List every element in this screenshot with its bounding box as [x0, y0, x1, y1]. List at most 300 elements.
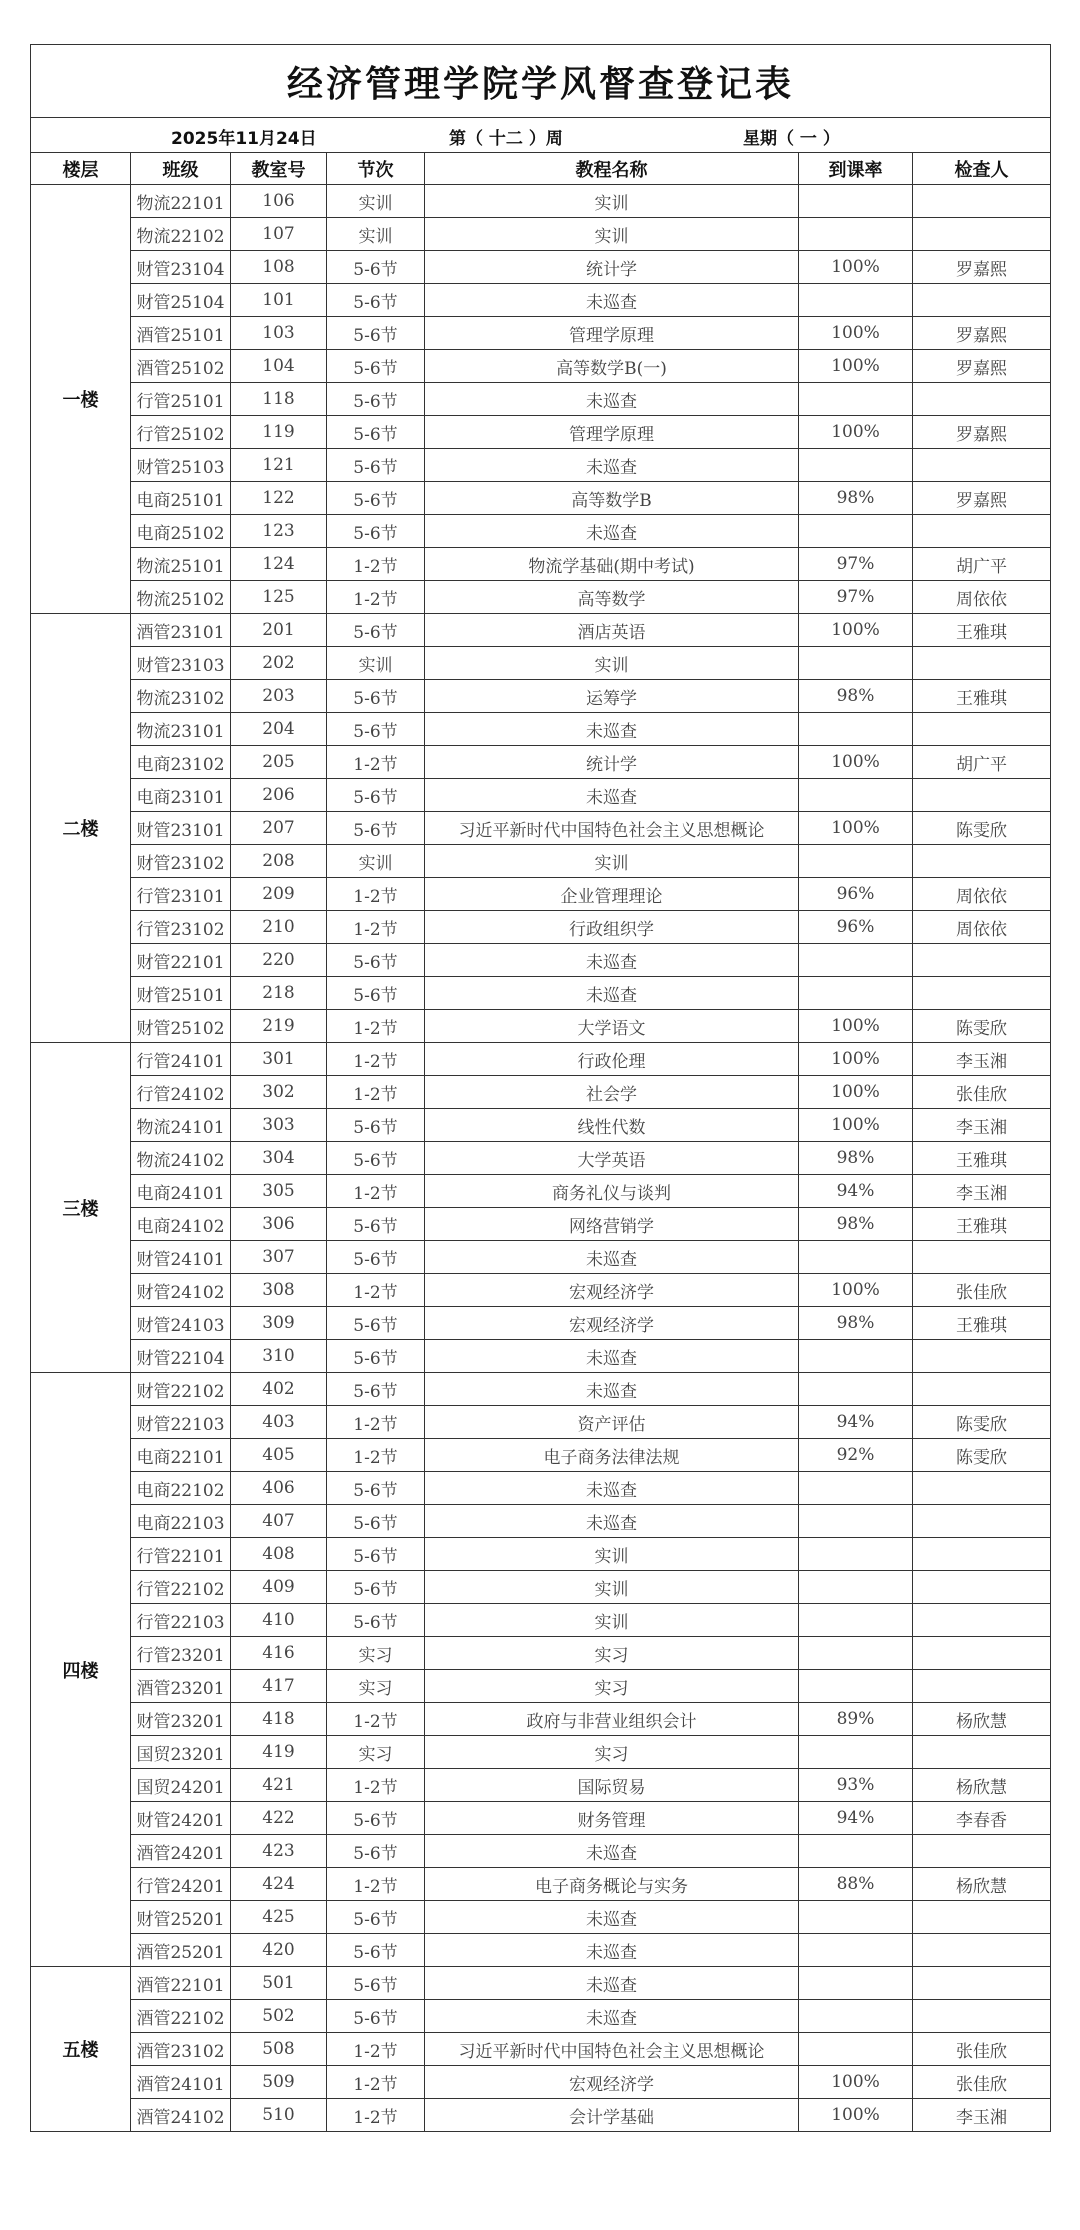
class-cell: 物流22102 — [131, 218, 231, 251]
period-cell: 5-6节 — [327, 1538, 425, 1571]
room-cell: 409 — [231, 1571, 327, 1604]
course-cell: 高等数学B(一) — [425, 350, 799, 383]
class-cell: 电商24102 — [131, 1208, 231, 1241]
course-cell: 未巡查 — [425, 1901, 799, 1934]
attendance-cell — [799, 845, 913, 878]
room-cell: 303 — [231, 1109, 327, 1142]
class-cell: 电商22102 — [131, 1472, 231, 1505]
period-cell: 1-2节 — [327, 878, 425, 911]
class-cell: 物流22101 — [131, 185, 231, 218]
room-cell: 106 — [231, 185, 327, 218]
class-cell: 酒管22102 — [131, 2000, 231, 2033]
class-cell: 国贸23201 — [131, 1736, 231, 1769]
room-cell: 309 — [231, 1307, 327, 1340]
course-cell: 高等数学 — [425, 581, 799, 614]
period-cell: 1-2节 — [327, 1010, 425, 1043]
inspector-cell — [913, 2000, 1051, 2033]
period-cell: 5-6节 — [327, 1472, 425, 1505]
period-cell: 5-6节 — [327, 1340, 425, 1373]
class-cell: 物流24101 — [131, 1109, 231, 1142]
attendance-cell — [799, 977, 913, 1010]
class-cell: 财管23201 — [131, 1703, 231, 1736]
period-cell: 实训 — [327, 845, 425, 878]
class-cell: 财管25102 — [131, 1010, 231, 1043]
course-cell: 高等数学B — [425, 482, 799, 515]
period-cell: 5-6节 — [327, 251, 425, 284]
inspector-cell: 周依依 — [913, 911, 1051, 944]
table-row — [31, 1472, 1051, 1505]
sheet-title: 经济管理学院学风督查登记表 — [31, 45, 1051, 118]
class-cell: 物流23101 — [131, 713, 231, 746]
inspector-cell — [913, 1835, 1051, 1868]
table-row — [31, 1802, 1051, 1835]
floor-label: 五楼 — [31, 1967, 131, 2132]
attendance-cell: 94% — [799, 1802, 913, 1835]
date-row — [31, 118, 1051, 153]
inspector-cell — [913, 1472, 1051, 1505]
attendance-cell: 100% — [799, 1109, 913, 1142]
table-row — [31, 515, 1051, 548]
table-row — [31, 1307, 1051, 1340]
table-row — [31, 1835, 1051, 1868]
inspector-cell: 王雅琪 — [913, 1142, 1051, 1175]
course-cell: 电子商务概论与实务 — [425, 1868, 799, 1901]
inspector-cell — [913, 1670, 1051, 1703]
table-row — [31, 944, 1051, 977]
period-cell: 5-6节 — [327, 1373, 425, 1406]
inspector-cell — [913, 779, 1051, 812]
course-cell: 未巡查 — [425, 944, 799, 977]
course-cell: 管理学原理 — [425, 416, 799, 449]
week-number: 第（ 十二 ）周 — [449, 129, 563, 149]
class-cell: 电商23102 — [131, 746, 231, 779]
header-room: 教室号 — [231, 153, 327, 185]
inspector-cell: 张佳欣 — [913, 2066, 1051, 2099]
course-cell: 线性代数 — [425, 1109, 799, 1142]
class-cell: 财管24103 — [131, 1307, 231, 1340]
attendance-cell: 98% — [799, 680, 913, 713]
course-cell: 未巡查 — [425, 515, 799, 548]
room-cell: 416 — [231, 1637, 327, 1670]
table-row — [31, 251, 1051, 284]
room-cell: 118 — [231, 383, 327, 416]
room-cell: 204 — [231, 713, 327, 746]
course-cell: 行政伦理 — [425, 1043, 799, 1076]
attendance-cell — [799, 779, 913, 812]
room-cell: 422 — [231, 1802, 327, 1835]
inspector-cell: 罗嘉熙 — [913, 251, 1051, 284]
inspector-cell: 张佳欣 — [913, 1076, 1051, 1109]
course-cell: 实训 — [425, 1604, 799, 1637]
inspector-cell: 王雅琪 — [913, 1208, 1051, 1241]
period-cell: 1-2节 — [327, 1175, 425, 1208]
course-cell: 电子商务法律法规 — [425, 1439, 799, 1472]
class-cell: 财管23104 — [131, 251, 231, 284]
room-cell: 509 — [231, 2066, 327, 2099]
table-row — [31, 1703, 1051, 1736]
table-row — [31, 284, 1051, 317]
course-cell: 政府与非营业组织会计 — [425, 1703, 799, 1736]
weekday: 星期（ 一 ） — [743, 129, 840, 149]
attendance-cell: 98% — [799, 1142, 913, 1175]
period-cell: 5-6节 — [327, 1967, 425, 2000]
table-row — [31, 1373, 1051, 1406]
table-row — [31, 1439, 1051, 1472]
course-cell: 网络营销学 — [425, 1208, 799, 1241]
room-cell: 424 — [231, 1868, 327, 1901]
attendance-cell — [799, 1637, 913, 1670]
period-cell: 5-6节 — [327, 713, 425, 746]
course-cell: 未巡查 — [425, 449, 799, 482]
attendance-cell: 89% — [799, 1703, 913, 1736]
room-cell: 305 — [231, 1175, 327, 1208]
class-cell: 财管25104 — [131, 284, 231, 317]
attendance-cell: 100% — [799, 1043, 913, 1076]
room-cell: 124 — [231, 548, 327, 581]
class-cell: 电商22101 — [131, 1439, 231, 1472]
period-cell: 1-2节 — [327, 1406, 425, 1439]
period-cell: 5-6节 — [327, 383, 425, 416]
course-cell: 管理学原理 — [425, 317, 799, 350]
room-cell: 407 — [231, 1505, 327, 1538]
inspector-cell — [913, 713, 1051, 746]
attendance-cell — [799, 1505, 913, 1538]
inspector-cell: 罗嘉熙 — [913, 317, 1051, 350]
room-cell: 405 — [231, 1439, 327, 1472]
table-row — [31, 1241, 1051, 1274]
attendance-cell — [799, 1934, 913, 1967]
table-row — [31, 1208, 1051, 1241]
period-cell: 5-6节 — [327, 416, 425, 449]
room-cell: 419 — [231, 1736, 327, 1769]
course-cell: 统计学 — [425, 251, 799, 284]
inspector-cell — [913, 185, 1051, 218]
attendance-cell — [799, 1340, 913, 1373]
period-cell: 5-6节 — [327, 1241, 425, 1274]
class-cell: 酒管24201 — [131, 1835, 231, 1868]
header-floor: 楼层 — [31, 153, 131, 185]
course-cell: 财务管理 — [425, 1802, 799, 1835]
room-cell: 421 — [231, 1769, 327, 1802]
room-cell: 306 — [231, 1208, 327, 1241]
attendance-cell: 98% — [799, 482, 913, 515]
inspector-cell: 陈雯欣 — [913, 1406, 1051, 1439]
table-row — [31, 812, 1051, 845]
course-cell: 实训 — [425, 1571, 799, 1604]
table-row — [31, 878, 1051, 911]
period-cell: 1-2节 — [327, 2099, 425, 2132]
class-cell: 行管22102 — [131, 1571, 231, 1604]
attendance-cell: 97% — [799, 581, 913, 614]
attendance-cell: 100% — [799, 812, 913, 845]
table-row — [31, 2066, 1051, 2099]
inspector-cell — [913, 1538, 1051, 1571]
room-cell: 501 — [231, 1967, 327, 2000]
inspector-cell: 李春香 — [913, 1802, 1051, 1835]
course-cell: 行政组织学 — [425, 911, 799, 944]
period-cell: 5-6节 — [327, 614, 425, 647]
course-cell: 国际贸易 — [425, 1769, 799, 1802]
attendance-cell: 100% — [799, 251, 913, 284]
course-cell: 未巡查 — [425, 284, 799, 317]
room-cell: 123 — [231, 515, 327, 548]
table-row — [31, 1538, 1051, 1571]
inspector-cell: 罗嘉熙 — [913, 416, 1051, 449]
inspection-date: 2025年11月24日 — [171, 129, 317, 149]
table-row — [31, 647, 1051, 680]
class-cell: 财管25103 — [131, 449, 231, 482]
table-row — [31, 350, 1051, 383]
table-row — [31, 614, 1051, 647]
class-cell: 酒管23102 — [131, 2033, 231, 2066]
room-cell: 423 — [231, 1835, 327, 1868]
period-cell: 5-6节 — [327, 812, 425, 845]
class-cell: 国贸24201 — [131, 1769, 231, 1802]
table-row — [31, 1505, 1051, 1538]
class-cell: 酒管25201 — [131, 1934, 231, 1967]
course-cell: 物流学基础(期中考试) — [425, 548, 799, 581]
class-cell: 财管24102 — [131, 1274, 231, 1307]
class-cell: 财管25101 — [131, 977, 231, 1010]
table-row — [31, 548, 1051, 581]
class-cell: 财管23103 — [131, 647, 231, 680]
room-cell: 508 — [231, 2033, 327, 2066]
period-cell: 5-6节 — [327, 515, 425, 548]
attendance-cell — [799, 1736, 913, 1769]
class-cell: 财管23102 — [131, 845, 231, 878]
class-cell: 行管25102 — [131, 416, 231, 449]
inspector-cell: 罗嘉熙 — [913, 350, 1051, 383]
room-cell: 301 — [231, 1043, 327, 1076]
class-cell: 电商25101 — [131, 482, 231, 515]
inspector-cell — [913, 1604, 1051, 1637]
attendance-cell — [799, 1901, 913, 1934]
attendance-cell: 100% — [799, 317, 913, 350]
inspector-cell — [913, 383, 1051, 416]
inspector-cell — [913, 1241, 1051, 1274]
table-row — [31, 1274, 1051, 1307]
table-row — [31, 1736, 1051, 1769]
inspector-cell: 李玉湘 — [913, 2099, 1051, 2132]
class-cell: 物流23102 — [131, 680, 231, 713]
inspector-cell — [913, 218, 1051, 251]
period-cell: 5-6节 — [327, 1934, 425, 1967]
room-cell: 308 — [231, 1274, 327, 1307]
class-cell: 电商24101 — [131, 1175, 231, 1208]
floor-label: 二楼 — [31, 614, 131, 1043]
attendance-cell: 93% — [799, 1769, 913, 1802]
room-cell: 406 — [231, 1472, 327, 1505]
period-cell: 5-6节 — [327, 284, 425, 317]
room-cell: 310 — [231, 1340, 327, 1373]
attendance-cell: 100% — [799, 2099, 913, 2132]
class-cell: 行管24201 — [131, 1868, 231, 1901]
inspector-cell — [913, 977, 1051, 1010]
header-class: 班级 — [131, 153, 231, 185]
class-cell: 财管22101 — [131, 944, 231, 977]
attendance-cell — [799, 284, 913, 317]
room-cell: 420 — [231, 1934, 327, 1967]
period-cell: 1-2节 — [327, 548, 425, 581]
room-cell: 302 — [231, 1076, 327, 1109]
course-cell: 运筹学 — [425, 680, 799, 713]
period-cell: 1-2节 — [327, 1043, 425, 1076]
class-cell: 财管22104 — [131, 1340, 231, 1373]
table-row — [31, 1868, 1051, 1901]
header-attendance: 到课率 — [799, 153, 913, 185]
inspector-cell: 陈雯欣 — [913, 812, 1051, 845]
period-cell: 实习 — [327, 1670, 425, 1703]
date-info — [31, 118, 1051, 153]
room-cell: 219 — [231, 1010, 327, 1043]
period-cell: 5-6节 — [327, 1142, 425, 1175]
course-cell: 未巡查 — [425, 977, 799, 1010]
period-cell: 5-6节 — [327, 449, 425, 482]
period-cell: 实习 — [327, 1637, 425, 1670]
room-cell: 203 — [231, 680, 327, 713]
period-cell: 实习 — [327, 1736, 425, 1769]
class-cell: 财管23101 — [131, 812, 231, 845]
course-cell: 习近平新时代中国特色社会主义思想概论 — [425, 812, 799, 845]
inspector-cell — [913, 1373, 1051, 1406]
attendance-cell — [799, 1472, 913, 1505]
course-cell: 未巡查 — [425, 713, 799, 746]
table-row — [31, 746, 1051, 779]
course-cell: 实习 — [425, 1670, 799, 1703]
attendance-cell — [799, 2000, 913, 2033]
class-cell: 行管25101 — [131, 383, 231, 416]
table-row — [31, 1901, 1051, 1934]
course-cell: 实训 — [425, 647, 799, 680]
inspector-cell — [913, 1505, 1051, 1538]
period-cell: 实训 — [327, 218, 425, 251]
course-cell: 未巡查 — [425, 1472, 799, 1505]
class-cell: 财管24101 — [131, 1241, 231, 1274]
class-cell: 行管24102 — [131, 1076, 231, 1109]
table-row — [31, 317, 1051, 350]
floor-label: 一楼 — [31, 185, 131, 614]
table-row — [31, 713, 1051, 746]
attendance-cell — [799, 2033, 913, 2066]
room-cell: 104 — [231, 350, 327, 383]
inspector-cell: 李玉湘 — [913, 1109, 1051, 1142]
table-row — [31, 1571, 1051, 1604]
attendance-cell: 97% — [799, 548, 913, 581]
class-cell: 酒管23101 — [131, 614, 231, 647]
course-cell: 企业管理理论 — [425, 878, 799, 911]
inspector-cell — [913, 1967, 1051, 2000]
table-row — [31, 1175, 1051, 1208]
class-cell: 酒管24102 — [131, 2099, 231, 2132]
attendance-cell: 100% — [799, 746, 913, 779]
attendance-cell — [799, 1373, 913, 1406]
room-cell: 218 — [231, 977, 327, 1010]
class-cell: 酒管23201 — [131, 1670, 231, 1703]
header-period: 节次 — [327, 153, 425, 185]
period-cell: 5-6节 — [327, 1604, 425, 1637]
inspector-cell: 王雅琪 — [913, 614, 1051, 647]
inspection-sheet — [30, 44, 1050, 2132]
room-cell: 402 — [231, 1373, 327, 1406]
inspector-cell: 李玉湘 — [913, 1043, 1051, 1076]
inspector-cell — [913, 647, 1051, 680]
table-row — [31, 2033, 1051, 2066]
period-cell: 1-2节 — [327, 581, 425, 614]
attendance-cell: 96% — [799, 911, 913, 944]
inspector-cell: 罗嘉熙 — [913, 482, 1051, 515]
class-cell: 行管23201 — [131, 1637, 231, 1670]
room-cell: 122 — [231, 482, 327, 515]
attendance-cell — [799, 647, 913, 680]
table-row — [31, 218, 1051, 251]
room-cell: 202 — [231, 647, 327, 680]
period-cell: 5-6节 — [327, 1571, 425, 1604]
course-cell: 会计学基础 — [425, 2099, 799, 2132]
room-cell: 125 — [231, 581, 327, 614]
period-cell: 5-6节 — [327, 1505, 425, 1538]
attendance-cell: 98% — [799, 1208, 913, 1241]
class-cell: 电商23101 — [131, 779, 231, 812]
class-cell: 财管22102 — [131, 1373, 231, 1406]
class-cell: 酒管25101 — [131, 317, 231, 350]
course-cell: 大学语文 — [425, 1010, 799, 1043]
inspector-cell: 李玉湘 — [913, 1175, 1051, 1208]
period-cell: 1-2节 — [327, 1274, 425, 1307]
floor-label: 三楼 — [31, 1043, 131, 1373]
attendance-cell — [799, 515, 913, 548]
period-cell: 5-6节 — [327, 1802, 425, 1835]
room-cell: 502 — [231, 2000, 327, 2033]
period-cell: 1-2节 — [327, 2033, 425, 2066]
class-cell: 物流25101 — [131, 548, 231, 581]
course-cell: 实习 — [425, 1637, 799, 1670]
attendance-cell: 100% — [799, 614, 913, 647]
inspector-cell: 陈雯欣 — [913, 1439, 1051, 1472]
course-cell: 未巡查 — [425, 779, 799, 812]
inspector-cell: 周依依 — [913, 581, 1051, 614]
period-cell: 5-6节 — [327, 2000, 425, 2033]
room-cell: 510 — [231, 2099, 327, 2132]
course-cell: 未巡查 — [425, 1340, 799, 1373]
class-cell: 财管22103 — [131, 1406, 231, 1439]
room-cell: 418 — [231, 1703, 327, 1736]
room-cell: 408 — [231, 1538, 327, 1571]
class-cell: 行管23101 — [131, 878, 231, 911]
room-cell: 121 — [231, 449, 327, 482]
period-cell: 5-6节 — [327, 680, 425, 713]
period-cell: 5-6节 — [327, 350, 425, 383]
course-cell: 宏观经济学 — [425, 2066, 799, 2099]
period-cell: 5-6节 — [327, 482, 425, 515]
attendance-cell: 100% — [799, 350, 913, 383]
course-cell: 大学英语 — [425, 1142, 799, 1175]
room-cell: 101 — [231, 284, 327, 317]
period-cell: 1-2节 — [327, 746, 425, 779]
inspector-cell: 胡广平 — [913, 548, 1051, 581]
inspector-cell — [913, 515, 1051, 548]
inspector-cell — [913, 1637, 1051, 1670]
table-row — [31, 581, 1051, 614]
table-row — [31, 416, 1051, 449]
period-cell: 5-6节 — [327, 1835, 425, 1868]
class-cell: 财管24201 — [131, 1802, 231, 1835]
period-cell: 1-2节 — [327, 911, 425, 944]
room-cell: 108 — [231, 251, 327, 284]
room-cell: 205 — [231, 746, 327, 779]
room-cell: 417 — [231, 1670, 327, 1703]
attendance-cell — [799, 1241, 913, 1274]
course-cell: 未巡查 — [425, 1241, 799, 1274]
